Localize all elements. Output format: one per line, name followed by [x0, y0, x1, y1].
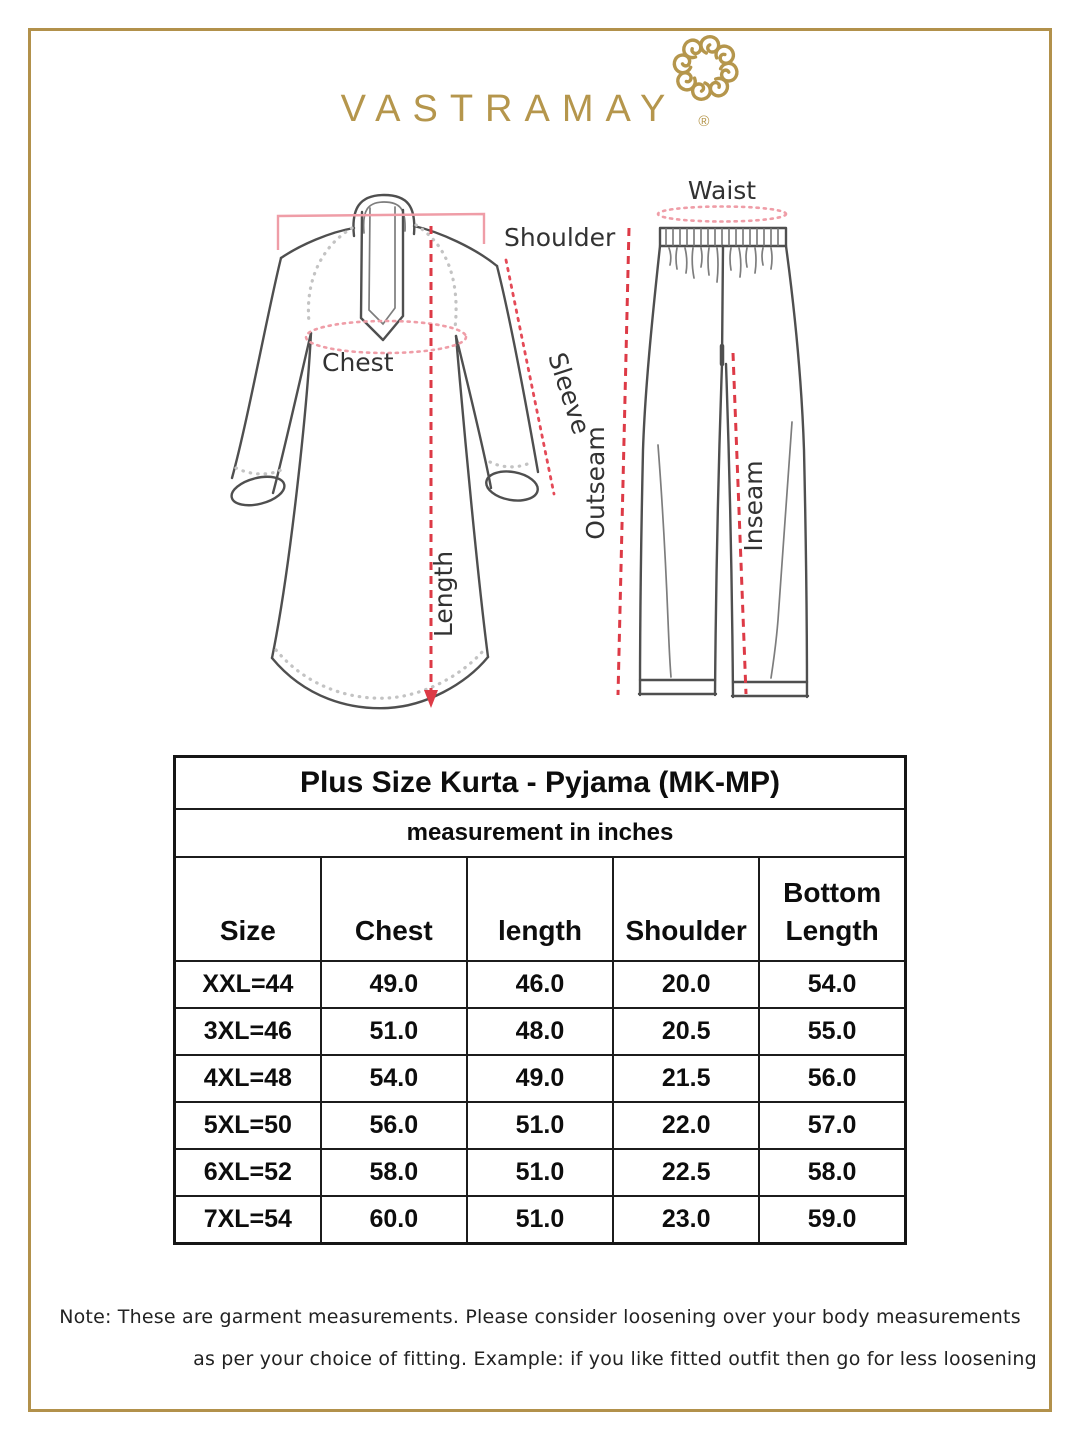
cell-chest: 56.0 — [321, 1102, 467, 1149]
table-title-row — [175, 757, 906, 810]
waist-measure-ellipse — [658, 207, 786, 222]
cell-bottom-length: 54.0 — [759, 961, 905, 1008]
table-row — [175, 1149, 906, 1196]
cell-size: 7XL=54 — [175, 1196, 321, 1244]
cell-length: 49.0 — [467, 1055, 613, 1102]
cell-shoulder: 20.5 — [613, 1008, 759, 1055]
cell-shoulder: 21.5 — [613, 1055, 759, 1102]
table-title: Plus Size Kurta - Pyjama (MK-MP) — [175, 757, 906, 810]
outseam-measure-line — [618, 228, 629, 695]
sleeve-measure-line — [506, 260, 554, 494]
column-header-bottom-length: Bottom Length — [759, 857, 905, 961]
cell-bottom-length: 55.0 — [759, 1008, 905, 1055]
table-row — [175, 961, 906, 1008]
cell-length: 51.0 — [467, 1196, 613, 1244]
cell-size: 3XL=46 — [175, 1008, 321, 1055]
column-header-chest: Chest — [321, 857, 467, 961]
cell-chest: 49.0 — [321, 961, 467, 1008]
cell-size: 5XL=50 — [175, 1102, 321, 1149]
kurta-drawing — [229, 195, 540, 708]
outseam-label: Outseam — [581, 426, 610, 540]
measurement-note — [40, 1296, 1040, 1380]
note-line-2: as per your choice of fitting. Example: if you like fitted outfit then go for less loosening — [193, 1348, 1037, 1370]
table-row — [175, 1008, 906, 1055]
table-row — [175, 1196, 906, 1244]
cell-shoulder: 23.0 — [613, 1196, 759, 1244]
note-line-1: Note: These are garment measurements. Please consider loosening over your body measurements — [59, 1306, 1021, 1328]
table-row — [175, 1055, 906, 1102]
cell-chest: 58.0 — [321, 1149, 467, 1196]
brand-header — [0, 0, 1080, 150]
brand-wordmark: VASTRAMAY — [340, 88, 678, 130]
length-label: Length — [429, 550, 458, 638]
inseam-label: Inseam — [739, 460, 768, 552]
cell-size: 6XL=52 — [175, 1149, 321, 1196]
brand-logo — [340, 88, 710, 131]
cell-chest: 60.0 — [321, 1196, 467, 1244]
table-header-row — [175, 857, 906, 961]
table-row — [175, 1102, 906, 1149]
cell-bottom-length: 56.0 — [759, 1055, 905, 1102]
waist-label: Waist — [687, 176, 757, 205]
cell-shoulder: 20.0 — [613, 961, 759, 1008]
sleeve-label: Sleeve — [542, 349, 596, 438]
cell-length: 48.0 — [467, 1008, 613, 1055]
column-header-shoulder: Shoulder — [613, 857, 759, 961]
table-subtitle: measurement in inches — [175, 809, 906, 857]
mandala-swirl-icon — [667, 34, 743, 102]
shoulder-measure-line — [278, 214, 484, 250]
cell-size: 4XL=48 — [175, 1055, 321, 1102]
cell-shoulder: 22.0 — [613, 1102, 759, 1149]
size-chart-table — [173, 755, 907, 1245]
registered-trademark: ® — [698, 113, 710, 130]
cell-bottom-length: 58.0 — [759, 1149, 905, 1196]
chest-label: Chest — [322, 348, 394, 377]
cell-shoulder: 22.5 — [613, 1149, 759, 1196]
cell-length: 46.0 — [467, 961, 613, 1008]
cell-length: 51.0 — [467, 1149, 613, 1196]
cell-size: XXL=44 — [175, 961, 321, 1008]
cell-chest: 54.0 — [321, 1055, 467, 1102]
column-header-size: Size — [175, 857, 321, 961]
cell-chest: 51.0 — [321, 1008, 467, 1055]
shoulder-label: Shoulder — [504, 223, 616, 252]
measurement-diagram — [0, 150, 1080, 760]
cell-bottom-length: 59.0 — [759, 1196, 905, 1244]
cell-length: 51.0 — [467, 1102, 613, 1149]
cell-bottom-length: 57.0 — [759, 1102, 905, 1149]
pyjama-drawing — [639, 228, 808, 697]
table-subtitle-row — [175, 809, 906, 857]
column-header-length: length — [467, 857, 613, 961]
